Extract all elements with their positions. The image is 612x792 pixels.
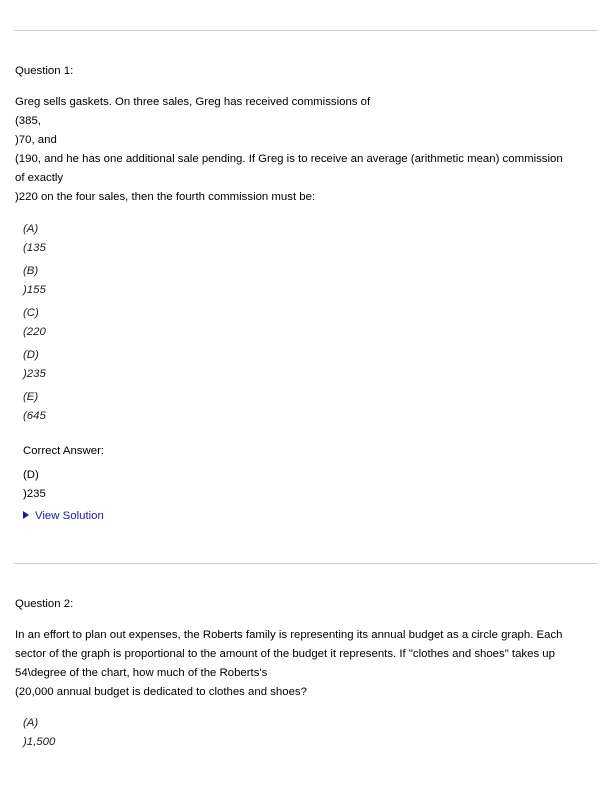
question-1-stem-line: (385, <box>15 115 41 127</box>
option-d-letter: (D) <box>23 349 39 361</box>
question-2-stem-line: 54\degree of the chart, how much of the Roberts's <box>15 667 268 679</box>
divider-top <box>14 30 598 31</box>
question-1-stem-line: of exactly <box>15 172 64 184</box>
question-1-stem-line: )220 on the four sales, then the fourth commission must be: <box>15 191 316 203</box>
option-b-letter: (B) <box>23 265 39 277</box>
option-a-letter: (A) <box>23 717 39 729</box>
view-solution-link[interactable] <box>23 509 104 523</box>
correct-answer-letter: (D) <box>23 469 39 481</box>
option-a-value: )1,500 <box>23 736 56 748</box>
question-1-stem-line: Greg sells gaskets. On three sales, Greg has received commissions of <box>15 96 371 108</box>
option-e-value: (645 <box>23 410 46 422</box>
divider-middle <box>14 563 598 564</box>
option-c-value: (220 <box>23 326 46 338</box>
triangle-right-icon <box>23 511 29 519</box>
question-2-stem-line: sector of the graph is proportional to the amount of the budget it represents. If "clothes and shoes" takes up <box>15 648 555 660</box>
option-c-letter: (C) <box>23 307 39 319</box>
question-1-stem-line: (190, and he has one additional sale pending. If Greg is to receive an average (arithmetic mean) commission <box>15 153 563 165</box>
question-1-stem-line: )70, and <box>15 134 57 146</box>
question-2-stem-line: (20,000 annual budget is dedicated to clothes and shoes? <box>15 686 307 698</box>
correct-answer-label: Correct Answer: <box>23 445 105 457</box>
view-solution-label: View Solution <box>35 510 104 522</box>
option-a-letter: (A) <box>23 223 39 235</box>
question-2-heading: Question 2: <box>15 598 74 610</box>
option-a-value: (135 <box>23 242 46 254</box>
question-2-stem-line: In an effort to plan out expenses, the Roberts family is representing its annual budget as a circle graph. Each <box>15 629 563 641</box>
question-1-heading: Question 1: <box>15 65 74 77</box>
option-d-value: )235 <box>23 368 46 380</box>
option-b-value: )155 <box>23 284 46 296</box>
correct-answer-value: )235 <box>23 488 46 500</box>
option-e-letter: (E) <box>23 391 39 403</box>
